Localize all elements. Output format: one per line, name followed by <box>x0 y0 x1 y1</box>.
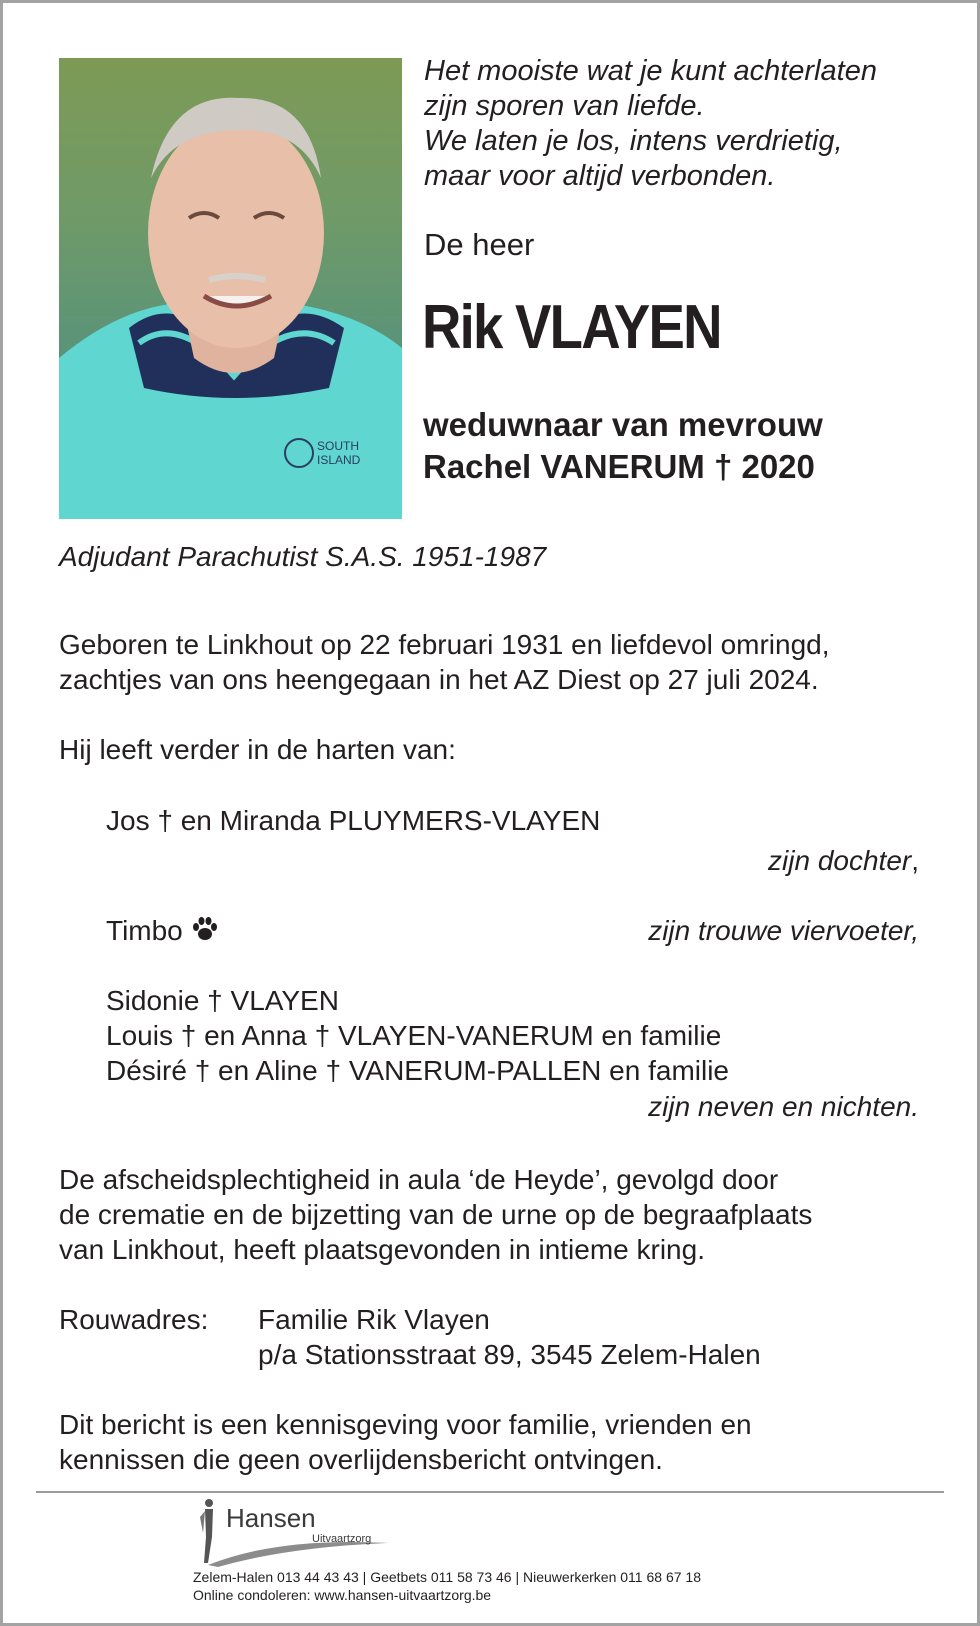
logo-name: Hansen <box>226 1503 316 1533</box>
svg-text:SOUTH: SOUTH <box>317 439 359 453</box>
daughter-role <box>768 843 919 878</box>
portrait-photo <box>59 58 402 519</box>
paw-icon <box>191 915 219 943</box>
family-relative: Louis † en Anna † VLAYEN-VANERUM en familie <box>106 1020 722 1051</box>
lives-on-heading: Hij leeft verder in de harten van: <box>59 734 456 765</box>
quote-line: zijn sporen van liefde. <box>424 90 705 122</box>
widower-of <box>423 404 823 488</box>
birth-death-line: zachtjes van ons heengegaan in het AZ Diest op 27 juli 2024. <box>59 664 819 695</box>
family-relative: Sidonie † VLAYEN <box>106 985 339 1016</box>
notice-line: Dit bericht is een kennisgeving voor familie, vrienden en <box>59 1409 752 1440</box>
dog-role: zijn trouwe viervoeter, <box>648 915 919 946</box>
family-daughter: Jos † en Miranda PLUYMERS-VLAYEN <box>106 805 601 836</box>
widow-line: weduwnaar van mevrouw <box>423 406 823 443</box>
logo-subtitle: Uitvaartzorg <box>312 1533 372 1545</box>
ceremony-line: van Linkhout, heeft plaatsgevonden in intieme kring. <box>59 1234 705 1265</box>
address-line: p/a Stationsstraat 89, 3545 Zelem-Halen <box>258 1339 761 1370</box>
widow-line: Rachel VANERUM † 2020 <box>423 448 815 485</box>
address-line: Familie Rik Vlayen <box>258 1304 490 1335</box>
birth-death-line: Geboren te Linkhout op 22 februari 1931 en liefdevol omringd, <box>59 629 830 660</box>
svg-text:ISLAND: ISLAND <box>317 453 361 467</box>
quote-line: We laten je los, intens verdrietig, <box>424 125 843 157</box>
ceremony-line: De afscheidsplechtigheid in aula ‘de Heyde’, gevolgd door <box>59 1164 779 1195</box>
daughter-role-comma: , <box>911 845 919 876</box>
portrait-illustration <box>59 58 402 519</box>
family-relative: Désiré † en Aline † VANERUM-PALLEN en familie <box>106 1055 729 1086</box>
footer-phones: Zelem-Halen 013 44 43 43 | Geetbets 011 58 73 46 | Nieuwerkerken 011 68 67 18 <box>193 1569 701 1585</box>
divider <box>36 1491 944 1493</box>
relatives-role: zijn neven en nichten. <box>648 1091 919 1122</box>
address-label: Rouwadres: <box>59 1304 209 1335</box>
family-dog <box>106 913 219 948</box>
footer-website: Online condoleren: www.hansen-uitvaartzorg.be <box>193 1587 492 1603</box>
deceased-name: Rik VLAYEN <box>422 293 721 362</box>
notice-line: kennissen die geen overlijdensbericht ontvingen. <box>59 1444 663 1475</box>
honorific: De heer <box>424 227 535 262</box>
military-rank: Adjudant Parachutist S.A.S. 1951-1987 <box>59 541 547 572</box>
quote-line: maar voor altijd verbonden. <box>424 160 776 192</box>
memorial-quote <box>424 54 877 194</box>
quote-line: Het mooiste wat je kunt achterlaten <box>424 55 877 87</box>
daughter-role-text: zijn dochter <box>768 845 912 876</box>
dog-name: Timbo <box>106 915 183 946</box>
ceremony-line: de crematie en de bijzetting van de urne op de begraafplaats <box>59 1199 813 1230</box>
